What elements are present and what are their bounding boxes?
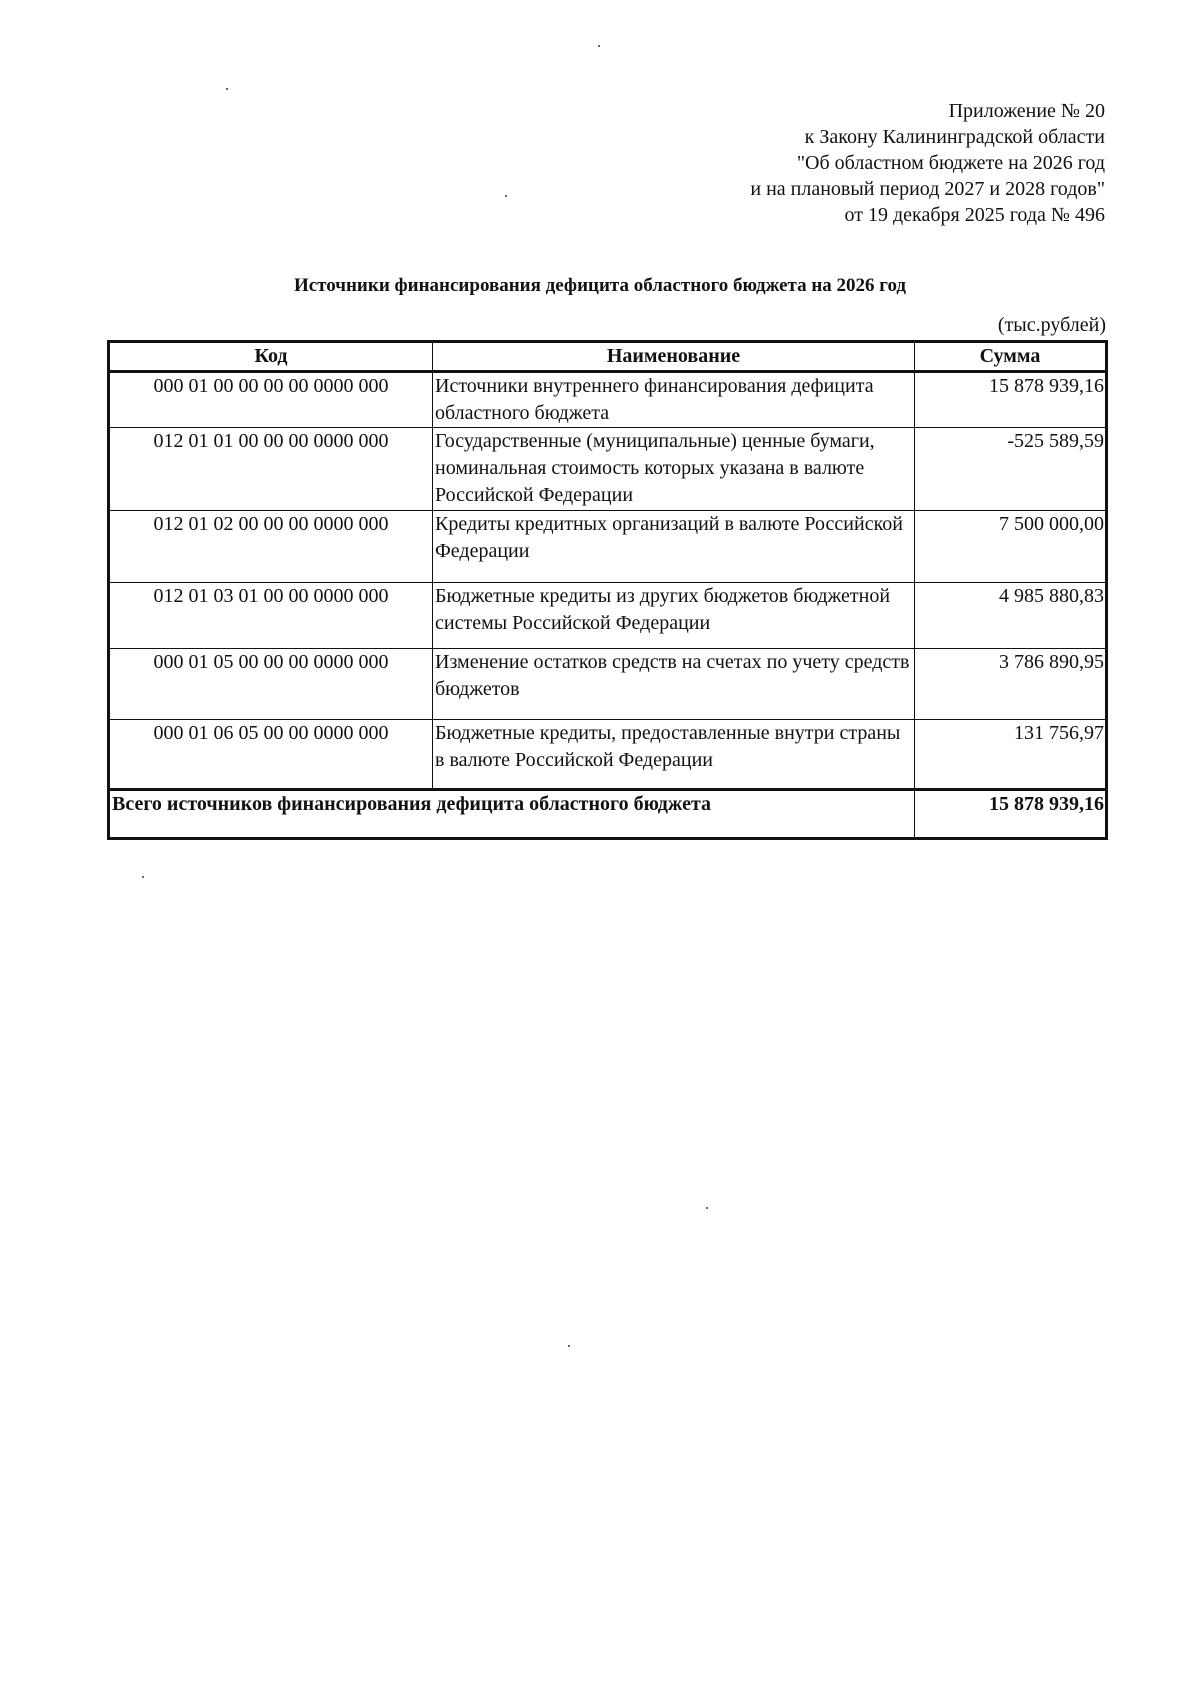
law-reference: к Закону Калининградской области	[804, 126, 1105, 148]
law-title-line-2: и на плановый период 2027 и 2028 годов"	[750, 178, 1105, 200]
units-label: (тыс.рублей)	[997, 314, 1106, 336]
row-sum: 7 500 000,00	[915, 511, 1107, 583]
row-name: Изменение остатков средств на счетах по учету средств бюджетов	[433, 649, 915, 720]
scan-speck	[568, 1345, 570, 1347]
column-header-code: Код	[109, 342, 433, 372]
column-header-name: Наименование	[433, 342, 915, 372]
scan-speck	[226, 88, 228, 90]
table-row	[109, 649, 1107, 720]
law-title-line-1: "Об областном бюджете на 2026 год	[796, 152, 1105, 174]
row-code: 012 01 03 01 00 00 0000 000	[109, 583, 433, 649]
column-header-sum: Сумма	[915, 342, 1107, 372]
row-sum: -525 589,59	[915, 428, 1107, 511]
row-code: 000 01 05 00 00 00 0000 000	[109, 649, 433, 720]
row-name: Государственные (муниципальные) ценные бумаги, номинальная стоимость которых указана в валюте Российской Федерации	[433, 428, 915, 511]
total-sum: 15 878 939,16	[915, 790, 1107, 839]
row-name: Кредиты кредитных организаций в валюте Российской Федерации	[433, 511, 915, 583]
row-code: 012 01 01 00 00 00 0000 000	[109, 428, 433, 511]
row-name: Источники внутреннего финансирования дефицита областного бюджета	[433, 372, 915, 428]
row-sum: 3 786 890,95	[915, 649, 1107, 720]
document-title: Источники финансирования дефицита областного бюджета на 2026 год	[293, 275, 907, 296]
table-row	[109, 511, 1107, 583]
row-sum: 15 878 939,16	[915, 372, 1107, 428]
row-name: Бюджетные кредиты из других бюджетов бюджетной системы Российской Федерации	[433, 583, 915, 649]
row-code: 000 01 00 00 00 00 0000 000	[109, 372, 433, 428]
law-date-number: от 19 декабря 2025 года № 496	[844, 204, 1105, 226]
row-name: Бюджетные кредиты, предоставленные внутри страны в валюте Российской Федерации	[433, 720, 915, 790]
financing-sources-table	[107, 340, 1108, 840]
total-row	[109, 790, 1107, 839]
table-row	[109, 583, 1107, 649]
scan-speck	[505, 195, 507, 197]
table-row	[109, 720, 1107, 790]
table-header-row	[109, 342, 1107, 372]
row-code: 012 01 02 00 00 00 0000 000	[109, 511, 433, 583]
table-row	[109, 428, 1107, 511]
total-label: Всего источников финансирования дефицита областного бюджета	[109, 790, 915, 839]
appendix-number: Приложение № 20	[948, 100, 1105, 122]
scan-speck	[706, 1207, 708, 1209]
scan-speck	[142, 876, 144, 878]
appendix-header	[750, 98, 1105, 228]
row-sum: 131 756,97	[915, 720, 1107, 790]
row-sum: 4 985 880,83	[915, 583, 1107, 649]
row-code: 000 01 06 05 00 00 0000 000	[109, 720, 433, 790]
table-row	[109, 372, 1107, 428]
scan-speck	[598, 45, 600, 47]
